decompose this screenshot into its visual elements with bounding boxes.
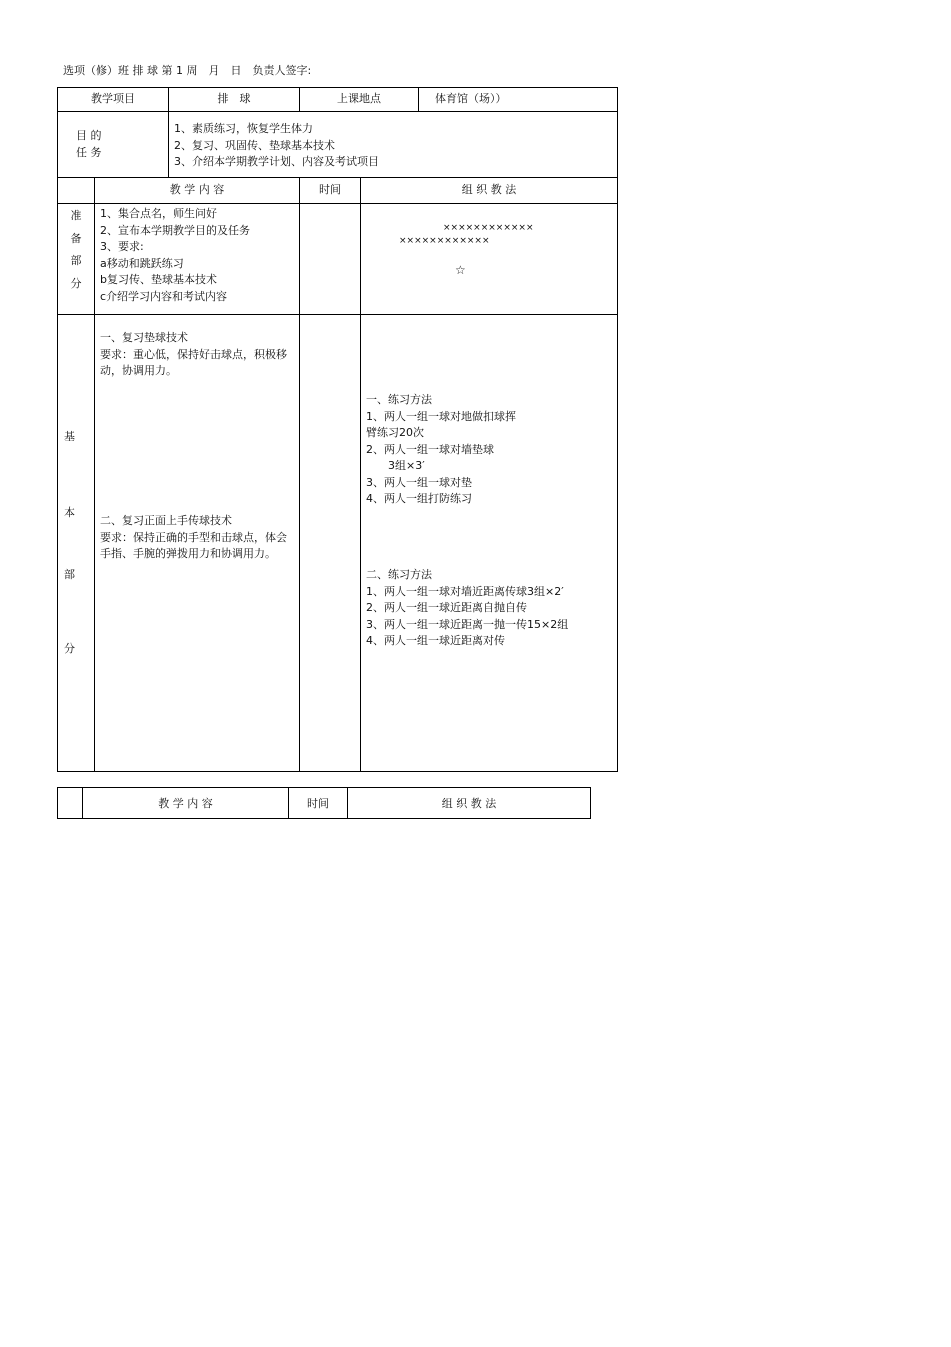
goals-content [169,112,618,178]
method-line: 臂练习20次 [366,426,424,439]
page-header: 选项（修）班 排 球 第 1 周 月 日 负责人签字: [63,64,312,77]
class-location-value: 体育馆（场）） [419,88,618,112]
prep-line: c介绍学习内容和考试内容 [100,289,228,303]
prep-time [300,204,361,315]
section-label-char: 部 [64,568,75,581]
column-header-content: 教 学 内 容 [95,178,300,204]
method-line: 4、两人一组一球近距离对传 [366,634,505,647]
formation-row: ×××××××××××× [443,223,534,233]
basic-content-requirement: 要求：重心低，保持好击球点，积极移动，协调用力。 [100,347,287,377]
goals-label-line1: 目 的 [76,129,102,142]
method-line: 3组×3′ [366,459,425,472]
formation-row: ×××××××××××× [399,236,490,246]
method-line: 2、两人一组一球对墙垫球 [366,442,494,456]
basic-method [361,315,618,772]
basic-content-title: 二、复习正面上手传球技术 [100,514,232,527]
prep-line: 2、宣布本学期教学目的及任务 [100,223,250,237]
section-label-char: 分 [64,642,75,655]
goals-label [58,112,169,178]
section-label-prep [58,204,95,315]
prep-line: b复习传、垫球基本技术 [100,273,217,286]
goal-line: 3、介绍本学期教学计划、内容及考试项目 [174,155,379,168]
column-header-method: 组 织 教 法 [361,178,618,204]
label-teaching-item: 教学项目 [58,88,169,112]
method-block-2 [366,567,568,650]
goal-line: 2、复习、巩固传、垫球基本技术 [174,138,335,152]
column-header-time: 时间 [300,178,361,204]
prep-line: a移动和跳跃练习 [100,256,184,270]
method-line: 1、两人一组一球对地做扣球挥 [366,409,516,423]
column-header-content: 教 学 内 容 [83,788,289,819]
section-label-basic [58,315,95,772]
teaching-item-value: 排 球 [169,88,300,112]
goal-line: 1、素质练习，恢复学生体力 [174,122,313,135]
basic-content-requirement: 要求：保持正确的手型和击球点，体会手指、手腕的弹拨用力和协调用力。 [100,530,287,560]
section-label-char: 准 [70,209,82,222]
method-line: 4、两人一组打防练习 [366,492,472,505]
basic-content-title: 一、复习垫球技术 [100,331,188,344]
second-lesson-table [57,787,591,819]
section-label-char: 部 [70,254,82,267]
method-block-1 [366,392,516,508]
method-title: 一、练习方法 [366,393,432,406]
method-line: 3、两人一组一球对垫 [366,475,472,489]
method-line: 3、两人一组一球近距离一抛一传15×2组 [366,617,569,631]
section-label-char: 备 [70,231,82,245]
prep-line: 1、集合点名，师生问好 [100,207,217,220]
prep-content [95,204,300,315]
section-label-char: 分 [70,276,82,290]
teacher-star-icon: ☆ [455,263,466,277]
section-label-char: 基 [64,430,75,443]
column-header-method: 组 织 教 法 [348,788,591,819]
column-header-time: 时间 [289,788,348,819]
column-header-blank [58,788,83,819]
section-label-char: 本 [64,506,75,519]
lesson-plan-table [57,87,618,772]
basic-content-block-2 [100,513,288,563]
goals-label-line2: 任 务 [76,145,102,159]
method-line: 1、两人一组一球对墙近距离传球3组×2′ [366,584,564,598]
basic-time [300,315,361,772]
basic-content-block-1 [100,330,288,380]
prep-line: 3、要求: [100,240,144,253]
column-header-blank [58,178,95,204]
method-title: 二、练习方法 [366,568,432,581]
basic-content [95,315,300,772]
method-line: 2、两人一组一球近距离自抛自传 [366,601,527,614]
label-class-location: 上课地点 [300,88,419,112]
prep-method [361,204,618,315]
